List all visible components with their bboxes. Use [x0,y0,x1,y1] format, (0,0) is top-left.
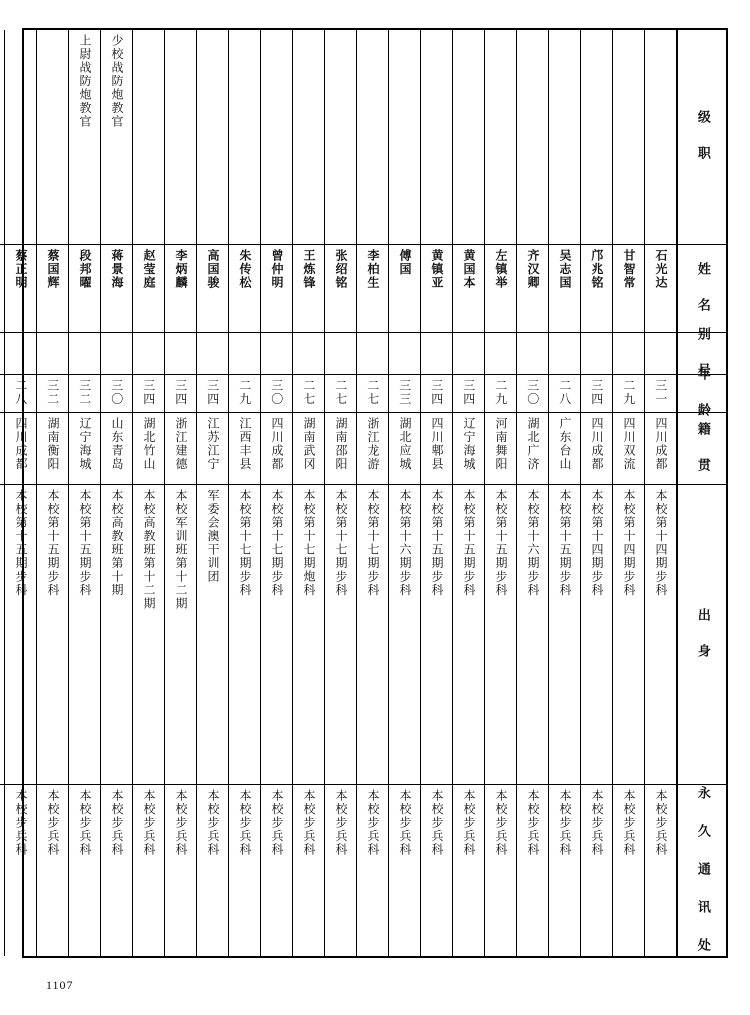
cell-alias [69,333,100,375]
name-text: 甘智常 [622,249,636,290]
cell-rank [549,30,580,245]
cell-origin [229,413,260,485]
name-text: 石光达 [654,249,668,290]
cell-age [229,375,260,413]
roster-column [644,30,676,956]
origin-text: 江西丰县 [238,417,252,471]
address-text: 本校步兵科 [174,789,188,857]
address-text: 本校步兵科 [494,789,508,857]
cell-alias [549,333,580,375]
cell-address [5,785,36,956]
cell-address [389,785,420,956]
origin-text: 辽宁海城 [462,417,476,471]
age-text: 二七 [301,379,316,406]
cell-rank [261,30,292,245]
cell-origin [613,413,644,485]
cell-origin [485,413,516,485]
age-text: 三〇 [269,379,284,406]
roster-column [452,30,484,956]
header-address: 永 久 通 讯 处 [694,785,710,956]
cell-background [453,485,484,785]
cell-alias [293,333,324,375]
age-text: 二九 [493,379,508,406]
background-text: 本校第十五期步科 [494,489,508,597]
cell-alias [133,333,164,375]
address-text: 本校步兵科 [334,789,348,857]
address-text: 本校步兵科 [526,789,540,857]
cell-background [581,485,612,785]
cell-name [517,245,548,333]
address-text: 本校步兵科 [590,789,604,857]
roster-column [388,30,420,956]
age-text: 二九 [237,379,252,406]
background-text: 本校第十四期步科 [622,489,636,597]
background-text: 本校军训班第十二期 [174,489,188,611]
origin-text: 四川成都 [270,417,284,471]
origin-text: 湖北竹山 [142,417,156,471]
background-text: 本校第十七期炮科 [302,489,316,597]
roster-column [132,30,164,956]
name-text: 王炼锋 [302,249,316,290]
name-text: 蔡正明 [14,249,28,290]
name-text: 朱传松 [238,249,252,290]
cell-age [549,375,580,413]
address-text: 本校步兵科 [78,789,92,857]
cell-rank [5,30,36,245]
address-text: 本校步兵科 [558,789,572,857]
origin-text: 河南舞阳 [494,417,508,471]
cell-rank [357,30,388,245]
cell-name [485,245,516,333]
background-text: 本校第十七期步科 [238,489,252,597]
cell-age [165,375,196,413]
name-text: 左镇举 [494,249,508,290]
cell-age [101,375,132,413]
cell-rank [517,30,548,245]
cell-address [37,785,68,956]
address-text: 本校步兵科 [46,789,60,857]
name-text: 黄镇亚 [430,249,444,290]
cell-rank [197,30,228,245]
cell-age [357,375,388,413]
header-rank: 级 职 [678,30,726,245]
background-text: 本校第十四期步科 [654,489,668,597]
cell-origin [133,413,164,485]
origin-text: 江苏江宁 [206,417,220,471]
cell-alias [165,333,196,375]
roster-column [484,30,516,956]
name-text: 黄国本 [462,249,476,290]
cell-rank [133,30,164,245]
origin-text: 浙江建德 [174,417,188,471]
cell-address [421,785,452,956]
cell-address [229,785,260,956]
cell-background [357,485,388,785]
name-text: 齐汉卿 [526,249,540,290]
origin-text: 辽宁海城 [78,417,92,471]
cell-background [165,485,196,785]
cell-address [453,785,484,956]
background-text: 本校第十五期步科 [78,489,92,597]
name-text: 李炳麟 [174,249,188,290]
cell-background [69,485,100,785]
age-text: 三三 [397,379,412,406]
cell-address [645,785,676,956]
roster-column [612,30,644,956]
origin-text: 湖北应城 [398,417,412,471]
origin-text: 广东台山 [558,417,572,471]
cell-age [197,375,228,413]
cell-rank [581,30,612,245]
cell-alias [229,333,260,375]
cell-rank [421,30,452,245]
address-text: 本校步兵科 [430,789,444,857]
cell-alias [101,333,132,375]
cell-origin [165,413,196,485]
cell-alias [645,333,676,375]
cell-background [101,485,132,785]
cell-rank [229,30,260,245]
origin-text: 四川成都 [14,417,28,471]
cell-name [5,245,36,333]
cell-alias [389,333,420,375]
roster-column [324,30,356,956]
name-text: 蔡国辉 [46,249,60,290]
cell-origin [421,413,452,485]
address-text: 本校步兵科 [654,789,668,857]
cell-name [389,245,420,333]
name-text: 吴志国 [558,249,572,290]
cell-address [517,785,548,956]
origin-text: 山东青岛 [110,417,124,471]
cell-alias [37,333,68,375]
cell-address [69,785,100,956]
cell-age [69,375,100,413]
cell-address [357,785,388,956]
background-text: 本校第十六期步科 [526,489,540,597]
cell-age [37,375,68,413]
cell-name [645,245,676,333]
background-text: 军委会澳干训团 [206,489,220,584]
cell-address [101,785,132,956]
cell-origin [549,413,580,485]
cell-background [389,485,420,785]
roster-column [164,30,196,956]
cell-origin [357,413,388,485]
background-text: 本校第十六期步科 [398,489,412,597]
background-text: 本校高教班第十期 [110,489,124,597]
cell-rank [389,30,420,245]
roster-column [548,30,580,956]
rank-text: 少校战防炮教官 [110,34,124,129]
cell-age [645,375,676,413]
age-text: 三二 [45,379,60,406]
cell-age [517,375,548,413]
background-text: 本校第十五期步科 [14,489,28,597]
roster-column [36,30,68,956]
cell-age [325,375,356,413]
origin-text: 四川双流 [622,417,636,471]
age-text: 三四 [141,379,156,406]
cell-rank [613,30,644,245]
cell-age [453,375,484,413]
background-text: 本校第十五期步科 [430,489,444,597]
cell-rank [69,30,100,245]
cell-origin [645,413,676,485]
cell-name [261,245,292,333]
background-text: 本校第十四期步科 [590,489,604,597]
origin-text: 四川成都 [654,417,668,471]
cell-background [37,485,68,785]
name-text: 邝兆铭 [590,249,604,290]
roster-column [228,30,260,956]
cell-alias [5,333,36,375]
header-alias: 别 号 [678,333,726,375]
cell-name [197,245,228,333]
cell-address [581,785,612,956]
cell-name [357,245,388,333]
address-text: 本校步兵科 [238,789,252,857]
origin-text: 四川郫县 [430,417,444,471]
cell-background [421,485,452,785]
background-text: 本校第十七期步科 [270,489,284,597]
name-text: 赵莹庭 [142,249,156,290]
cell-background [197,485,228,785]
cell-alias [357,333,388,375]
cell-alias [517,333,548,375]
cell-name [229,245,260,333]
cell-origin [37,413,68,485]
rank-text: 上尉战防炮教官 [78,34,92,129]
cell-background [485,485,516,785]
cell-name [421,245,452,333]
name-text: 李柏生 [366,249,380,290]
cell-name [549,245,580,333]
cell-rank [645,30,676,245]
cell-name [325,245,356,333]
cell-origin [389,413,420,485]
cell-background [613,485,644,785]
cell-age [5,375,36,413]
address-text: 本校步兵科 [142,789,156,857]
cell-origin [261,413,292,485]
personnel-roster-table [13,28,728,958]
cell-name [165,245,196,333]
age-text: 三〇 [109,379,124,406]
cell-name [101,245,132,333]
cell-alias [421,333,452,375]
cell-rank [453,30,484,245]
header-background: 出 身 [678,485,726,785]
cell-origin [581,413,612,485]
roster-column [196,30,228,956]
age-text: 二七 [365,379,380,406]
address-text: 本校步兵科 [110,789,124,857]
cell-name [37,245,68,333]
cell-rank [485,30,516,245]
cell-alias [453,333,484,375]
cell-rank [325,30,356,245]
background-text: 本校第十五期步科 [558,489,572,597]
age-text: 三四 [173,379,188,406]
cell-rank [101,30,132,245]
background-text: 本校高教班第十二期 [142,489,156,611]
age-text: 二七 [333,379,348,406]
age-text: 二九 [621,379,636,406]
cell-origin [69,413,100,485]
cell-background [293,485,324,785]
cell-name [293,245,324,333]
background-text: 本校第十七期步科 [366,489,380,597]
header-origin: 籍 贯 [678,413,726,485]
cell-origin [101,413,132,485]
cell-age [293,375,324,413]
table-header-column [676,30,726,956]
roster-column [260,30,292,956]
cell-background [645,485,676,785]
cell-address [293,785,324,956]
cell-address [549,785,580,956]
name-text: 段邦曜 [78,249,92,290]
address-text: 本校步兵科 [270,789,284,857]
cell-age [421,375,452,413]
header-name: 姓 名 [678,245,726,333]
cell-rank [293,30,324,245]
cell-age [581,375,612,413]
cell-age [613,375,644,413]
age-text: 二八 [13,379,28,406]
roster-column [516,30,548,956]
name-text: 张绍铭 [334,249,348,290]
cell-age [485,375,516,413]
origin-text: 湖南衡阳 [46,417,60,471]
address-text: 本校步兵科 [366,789,380,857]
address-text: 本校步兵科 [206,789,220,857]
header-age: 年 龄 [678,375,726,413]
age-text: 三四 [461,379,476,406]
cell-address [197,785,228,956]
address-text: 本校步兵科 [302,789,316,857]
cell-background [517,485,548,785]
cell-address [133,785,164,956]
age-text: 三四 [205,379,220,406]
name-text: 蒋景海 [110,249,124,290]
cell-background [133,485,164,785]
cell-address [325,785,356,956]
name-text: 曾仲明 [270,249,284,290]
cell-alias [197,333,228,375]
roster-column [4,30,36,956]
origin-text: 湖南邵阳 [334,417,348,471]
cell-alias [485,333,516,375]
age-text: 二八 [557,379,572,406]
cell-age [133,375,164,413]
background-text: 本校第十五期步科 [462,489,476,597]
age-text: 三二 [77,379,92,406]
cell-age [389,375,420,413]
name-text: 高国骏 [206,249,220,290]
cell-origin [453,413,484,485]
roster-column [68,30,100,956]
background-text: 本校第十七期步科 [334,489,348,597]
cell-origin [197,413,228,485]
age-text: 三四 [589,379,604,406]
cell-background [325,485,356,785]
cell-origin [517,413,548,485]
roster-column [292,30,324,956]
cell-name [133,245,164,333]
cell-origin [5,413,36,485]
age-text: 三一 [653,379,668,406]
cell-name [69,245,100,333]
name-text: 傅国 [398,249,412,276]
page-number: 1107 [46,978,74,992]
cell-alias [261,333,292,375]
roster-column [100,30,132,956]
background-text: 本校第十五期步科 [46,489,60,597]
address-text: 本校步兵科 [398,789,412,857]
cell-address [485,785,516,956]
cell-name [613,245,644,333]
cell-alias [581,333,612,375]
cell-origin [325,413,356,485]
cell-rank [165,30,196,245]
cell-alias [325,333,356,375]
cell-background [229,485,260,785]
address-text: 本校步兵科 [462,789,476,857]
cell-background [5,485,36,785]
cell-name [581,245,612,333]
cell-address [261,785,292,956]
age-text: 三〇 [525,379,540,406]
roster-column [420,30,452,956]
cell-age [261,375,292,413]
cell-background [261,485,292,785]
cell-name [453,245,484,333]
origin-text: 湖北广济 [526,417,540,471]
roster-column [356,30,388,956]
origin-text: 浙江龙游 [366,417,380,471]
origin-text: 四川成都 [590,417,604,471]
cell-address [613,785,644,956]
address-text: 本校步兵科 [14,789,28,857]
cell-background [549,485,580,785]
cell-rank [37,30,68,245]
cell-alias [613,333,644,375]
age-text: 三四 [429,379,444,406]
roster-column [580,30,612,956]
origin-text: 湖南武冈 [302,417,316,471]
address-text: 本校步兵科 [622,789,636,857]
cell-address [165,785,196,956]
cell-origin [293,413,324,485]
